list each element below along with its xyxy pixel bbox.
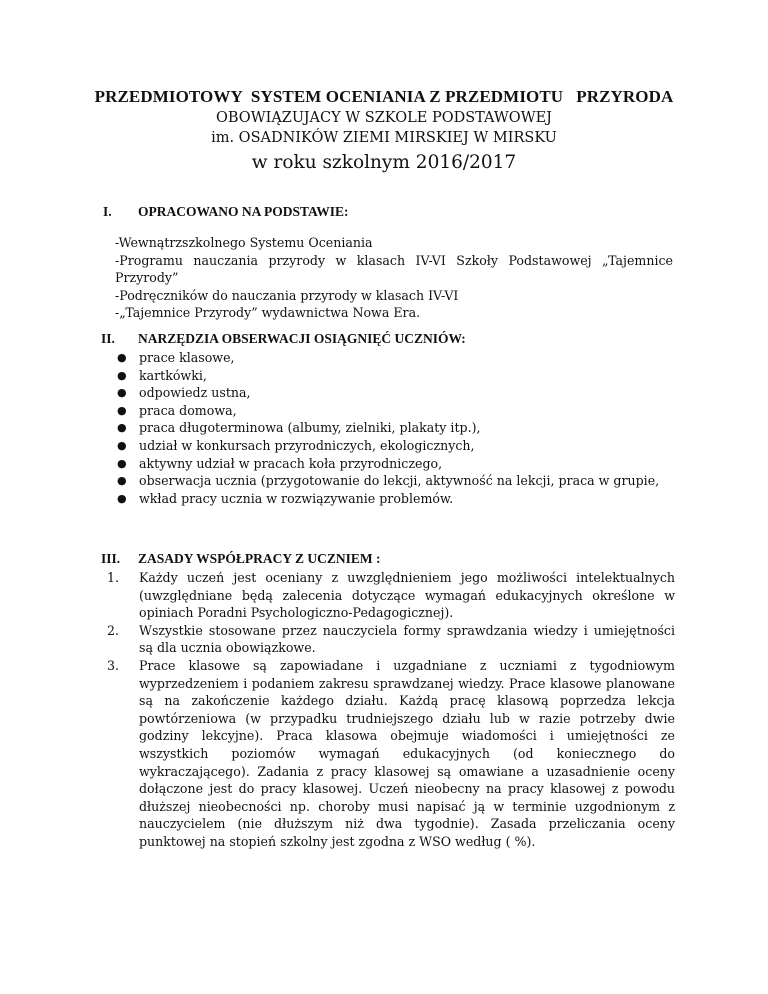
section-3-title: ZASADY WSPÓŁPRACY Z UCZNIEM : (138, 551, 381, 566)
list-item: ● praca długoterminowa (albumy, zielniki, plakaty itp.), (117, 420, 481, 436)
source-line: -Programu nauczania przyrody w klasach IV-VI Szkoły Podstawowej „Tajemnice Przyrody” (115, 252, 673, 286)
source-line: -„Tajemnice Przyrody” wydawnictwa Nowa Era. (115, 305, 421, 321)
source-line: -Podręczników do nauczania przyrody w klasach IV-VI (115, 287, 459, 303)
list-item: ● wkład pracy ucznia w rozwiązywanie problemów. (117, 490, 454, 506)
bullet-icon: ● (117, 351, 127, 364)
section-2-number: II. (101, 331, 115, 346)
bullet-icon: ● (117, 403, 127, 417)
section-3-list (107, 569, 675, 851)
bullet-icon: ● (117, 456, 127, 470)
bullet-icon: ● (117, 491, 127, 505)
section-1-sources (115, 234, 673, 322)
item-number: 3. (107, 657, 120, 673)
item-text: Prace klasowe są zapowiadane i uzgadniane z uczniami z tygodniowym wyprzedzeniem i podaniem zakresu sprawdzanej wiedzy. Prace klasowe planowane są na zakończenie każdego działu. Każdą pracę klasową poprzedza lekcja powtórzeniowa (w przypadku trudniejszego działu lub w razie potrzeby dwie godziny lekcyjne). Praca klasowa obejmuje wiadomości i umiejętności ze wszystkich poziomów wymagań edukacyjnych (od koniecznego do wykraczającego). Zadania z pracy klasowej są omawiane a uzasadnienie oceny dołączone jest do pracy klasowej. Uczeń nieobecny na pracy klasowej z powodu dłuższej nieobecności np. choroby musi napisać ją w terminie uzgodnionym z nauczycielem (nie dłuższym niż dwa tygodnie). Zasada przeliczania oceny punktowej na stopień szkolny jest zgodna z WSO według ( %). (139, 657, 675, 849)
item-number: 1. (107, 570, 120, 585)
document-subtitle-school-name: im. OSADNIKÓW ZIEMI MIRSKIEJ W MIRSKU (211, 130, 557, 146)
source-line: -Wewnątrzszkolnego Systemu Oceniania (115, 235, 373, 250)
list-item: ● aktywny udział w pracach koła przyrodniczego, (117, 455, 443, 471)
list-item (107, 569, 675, 622)
list-item: ● udział w konkursach przyrodniczych, ekologicznych, (117, 437, 475, 453)
list-item: ● praca domowa, (117, 402, 237, 418)
list-item: ● odpowiedz ustna, (117, 385, 251, 401)
list-item: ● obserwacja ucznia (przygotowanie do lekcji, aktywność na lekcji, praca w grupie, (117, 473, 660, 489)
document-title: PRZEDMIOTOWY SYSTEM OCENIANIA Z PRZEDMIOTU PRZYRODA (94, 87, 674, 106)
item-number: 2. (107, 622, 120, 638)
bullet-icon: ● (117, 386, 127, 400)
bullet-icon: ● (117, 421, 127, 435)
bullet-icon: ● (117, 368, 127, 382)
document-subtitle-school-type: OBOWIĄZUJACY W SZKOLE PODSTAWOWEJ (216, 110, 552, 126)
list-item (107, 622, 675, 657)
bullet-icon: ● (117, 474, 127, 488)
list-item: ● kartkówki, (117, 367, 207, 383)
bullet-icon: ● (117, 438, 127, 452)
section-1-title: OPRACOWANO NA PODSTAWIE: (138, 204, 349, 219)
item-text: Wszystkie stosowane przez nauczyciela formy sprawdzania wiedzy i umiejętności są dla ucznia obowiązkowe. (139, 622, 675, 656)
section-2-title: NARZĘDZIA OBSERWACJI OSIĄGNIĘĆ UCZNIÓW: (138, 331, 466, 346)
item-text: Każdy uczeń jest oceniany z uwzględnieniem jego możliwości intelektualnych (uwzględniane będą zalecenia dotyczące wymagań edukacyjnych określone w opiniach Poradni Psychologiczno-Pedagogicznej). (139, 570, 675, 621)
document-header (0, 86, 768, 176)
section-3-number: III. (101, 551, 121, 566)
document-school-year: w roku szkolnym 2016/2017 (251, 152, 517, 173)
section-2-list (115, 349, 675, 507)
section-1-number: I. (103, 204, 112, 219)
list-item: ● prace klasowe, (117, 350, 235, 365)
list-item (107, 657, 675, 851)
